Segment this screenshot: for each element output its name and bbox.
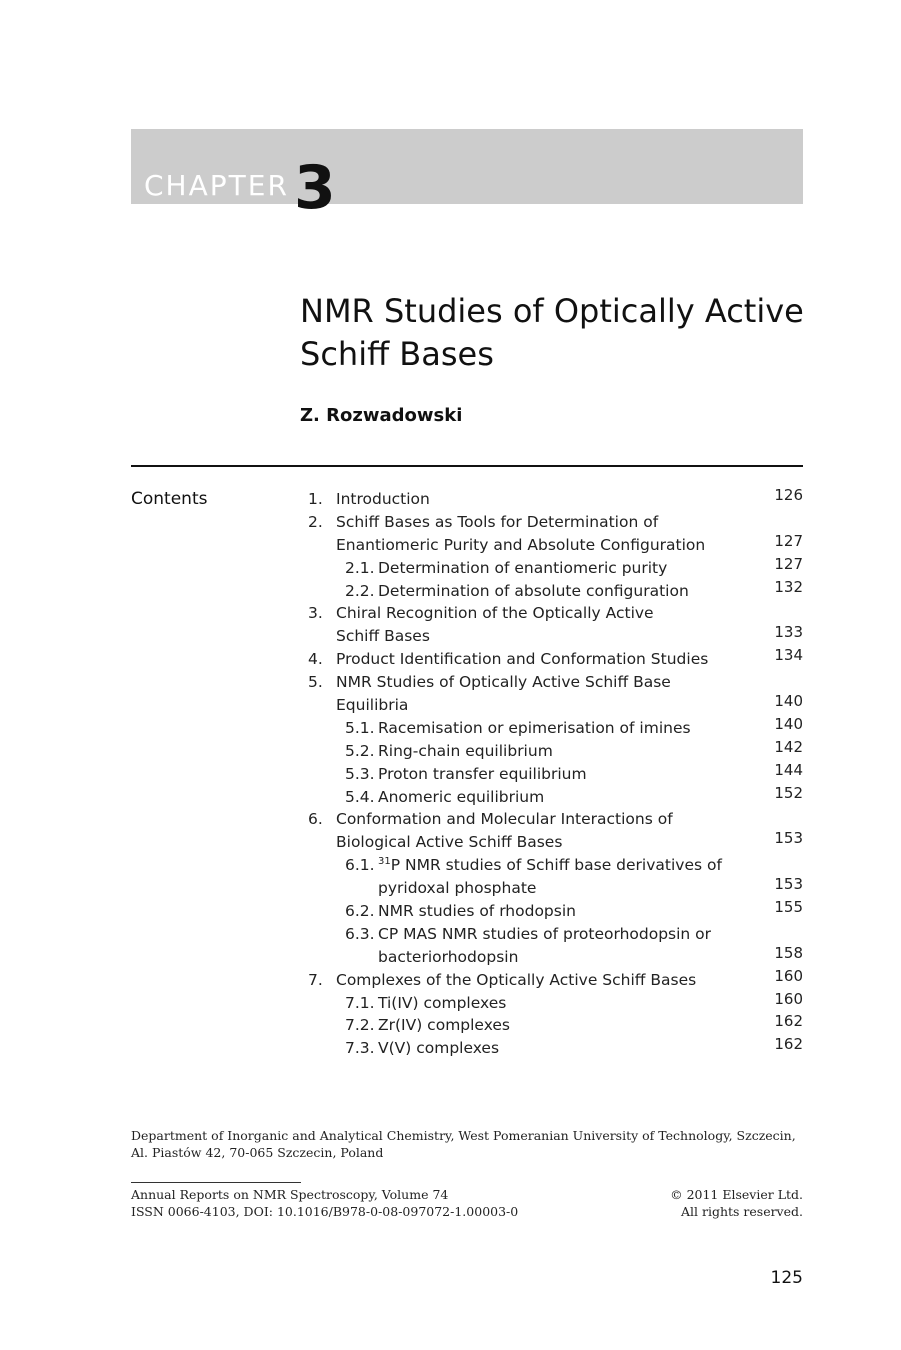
toc-entry-text: Conformation and Molecular Interactions of bbox=[336, 810, 673, 829]
toc-entry-number: 5.2. bbox=[345, 741, 375, 760]
toc-entry bbox=[300, 900, 803, 923]
toc-entry bbox=[300, 783, 803, 809]
toc-entry-superscript: 31 bbox=[378, 856, 391, 868]
toc-entry-title bbox=[336, 969, 696, 992]
toc-entry-text: Determination of absolute configuration bbox=[378, 581, 689, 600]
toc-entry-title bbox=[336, 534, 705, 557]
toc-entry-page: 153 bbox=[774, 829, 803, 848]
toc-entry-text: NMR studies of rhodopsin bbox=[378, 902, 576, 921]
toc-entry-page: 126 bbox=[774, 486, 803, 504]
toc-entry-title bbox=[336, 602, 654, 625]
toc-entry-number: 6. bbox=[308, 810, 323, 829]
chapter-title bbox=[300, 290, 810, 376]
toc-entry-text: Equilibria bbox=[336, 696, 409, 715]
toc-entry-title bbox=[336, 488, 430, 511]
toc-entry-title bbox=[336, 831, 562, 854]
chapter-title-line-1: NMR Studies of Optically Active bbox=[300, 292, 804, 330]
toc-entry bbox=[300, 694, 803, 717]
toc-entry-page: 160 bbox=[774, 966, 803, 985]
author-affiliation: Department of Inorganic and Analytical Chemistry, West Pomeranian University of Technology, Szczecin, Al. Piastów 42, 70-065 Szczecin, Poland bbox=[131, 1128, 796, 1160]
toc-entry-text: Ring-chain equilibrium bbox=[378, 741, 553, 760]
toc-entry-page: 160 bbox=[774, 989, 803, 1008]
chapter-number: 3 bbox=[294, 153, 336, 223]
toc-entry-title bbox=[378, 740, 553, 763]
toc-entry-page: 140 bbox=[774, 692, 803, 711]
toc-entry bbox=[300, 966, 803, 992]
toc-entry-title bbox=[378, 877, 536, 900]
toc-entry-page: 142 bbox=[774, 737, 803, 756]
toc-entry-number: 2.2. bbox=[345, 581, 375, 600]
toc-entry-text: Product Identification and Conformation Studies bbox=[336, 650, 709, 669]
toc-entry bbox=[300, 737, 803, 763]
toc-entry-page: 132 bbox=[774, 577, 803, 596]
toc-entry-text: Schiff Bases bbox=[336, 627, 430, 646]
toc-entry-text: Zr(IV) complexes bbox=[378, 1016, 511, 1035]
toc-entry bbox=[300, 808, 803, 831]
toc-entry-title bbox=[336, 648, 708, 671]
table-of-contents bbox=[300, 488, 803, 1060]
copyright-info bbox=[670, 1186, 803, 1220]
toc-entry-title bbox=[378, 580, 689, 603]
toc-entry bbox=[300, 831, 803, 854]
header-divider bbox=[131, 465, 803, 467]
toc-entry-title bbox=[378, 1014, 510, 1037]
toc-entry-number: 3. bbox=[308, 604, 323, 623]
toc-entry-title bbox=[336, 511, 658, 534]
toc-entry-number: 7. bbox=[308, 970, 323, 989]
toc-entry-title bbox=[378, 992, 506, 1015]
toc-entry bbox=[300, 943, 803, 969]
toc-entry-text: Biological Active Schiff Bases bbox=[336, 833, 563, 852]
toc-entry-page: 134 bbox=[774, 646, 803, 665]
toc-entry-title bbox=[378, 900, 576, 923]
toc-entry-title bbox=[336, 694, 408, 717]
toc-entry-page: 133 bbox=[774, 623, 803, 642]
toc-entry-number: 6.2. bbox=[345, 902, 375, 921]
toc-entry-title bbox=[378, 557, 667, 580]
toc-entry-text: NMR Studies of Optically Active Schiff Base bbox=[336, 673, 671, 692]
toc-entry-title bbox=[378, 854, 722, 877]
toc-entry-number: 2.1. bbox=[345, 558, 375, 577]
toc-entry bbox=[300, 989, 803, 1015]
issn-doi: ISSN 0066-4103, DOI: 10.1016/B978-0-08-097072-1.00003-0 bbox=[131, 1204, 519, 1219]
toc-entry-title bbox=[378, 786, 544, 809]
contents-heading: Contents bbox=[131, 489, 208, 509]
toc-entry-page: 152 bbox=[774, 783, 803, 802]
toc-entry bbox=[300, 923, 803, 946]
toc-entry-page: 155 bbox=[774, 898, 803, 917]
publication-info bbox=[131, 1186, 518, 1220]
toc-entry-text: Schiff Bases as Tools for Determination of bbox=[336, 512, 659, 531]
toc-entry-title bbox=[378, 923, 711, 946]
toc-entry-page: 144 bbox=[774, 760, 803, 779]
toc-entry-page: 158 bbox=[774, 943, 803, 962]
toc-entry-number: 5.4. bbox=[345, 787, 375, 806]
toc-entry-page: 127 bbox=[774, 554, 803, 573]
author-name: Z. Rozwadowski bbox=[300, 405, 463, 426]
toc-entry bbox=[300, 577, 803, 603]
toc-entry-text: Ti(IV) complexes bbox=[378, 993, 507, 1012]
toc-entry bbox=[300, 531, 803, 557]
toc-entry-title bbox=[378, 1037, 499, 1060]
toc-entry-number: 5.1. bbox=[345, 718, 375, 737]
toc-entry-title bbox=[336, 671, 671, 694]
toc-entry bbox=[300, 714, 803, 740]
toc-entry-text: Introduction bbox=[336, 490, 430, 508]
toc-entry-number: 5.3. bbox=[345, 764, 375, 783]
toc-entry-text: Anomeric equilibrium bbox=[378, 787, 545, 806]
toc-entry-text: Proton transfer equilibrium bbox=[378, 764, 587, 783]
chapter-label: CHAPTER bbox=[144, 169, 289, 202]
toc-entry bbox=[300, 602, 803, 625]
toc-entry-page: 153 bbox=[774, 875, 803, 894]
toc-entry-number: 4. bbox=[308, 650, 323, 669]
toc-entry bbox=[300, 648, 803, 671]
page-number: 125 bbox=[770, 1268, 803, 1288]
toc-entry bbox=[300, 854, 803, 877]
toc-entry-text: Racemisation or epimerisation of imines bbox=[378, 718, 691, 737]
toc-entry bbox=[300, 1037, 803, 1060]
toc-entry-text: pyridoxal phosphate bbox=[378, 879, 537, 898]
toc-entry-title bbox=[378, 763, 587, 786]
chapter-title-line-2: Schiff Bases bbox=[300, 335, 494, 373]
toc-entry-title bbox=[378, 946, 518, 969]
toc-entry-number: 5. bbox=[308, 673, 323, 692]
toc-entry-number: 6.1. bbox=[345, 856, 375, 875]
toc-entry bbox=[300, 1014, 803, 1037]
toc-entry bbox=[300, 625, 803, 648]
rights-notice: All rights reserved. bbox=[680, 1204, 803, 1219]
toc-entry-text: P NMR studies of Schiff base derivatives of bbox=[390, 856, 722, 875]
toc-entry bbox=[300, 760, 803, 786]
toc-entry-number: 1. bbox=[308, 490, 323, 508]
toc-entry-number: 7.2. bbox=[345, 1016, 375, 1035]
copyright-notice: © 2011 Elsevier Ltd. bbox=[670, 1187, 803, 1202]
toc-entry-number: 7.3. bbox=[345, 1039, 375, 1058]
toc-entry-text: Determination of enantiomeric purity bbox=[378, 558, 668, 577]
toc-entry-title bbox=[378, 717, 691, 740]
toc-entry-number: 6.3. bbox=[345, 924, 375, 943]
toc-entry-text: Enantiomeric Purity and Absolute Configuration bbox=[336, 535, 706, 554]
toc-entry-number: 2. bbox=[308, 512, 323, 531]
toc-entry-page: 127 bbox=[774, 531, 803, 550]
toc-entry-text: CP MAS NMR studies of proteorhodopsin or bbox=[378, 924, 712, 943]
toc-entry bbox=[300, 554, 803, 580]
toc-entry bbox=[300, 877, 803, 900]
journal-volume: Annual Reports on NMR Spectroscopy, Volume 74 bbox=[131, 1187, 449, 1202]
toc-entry-text: V(V) complexes bbox=[378, 1039, 500, 1058]
toc-entry-title bbox=[336, 625, 430, 648]
toc-entry bbox=[300, 511, 803, 534]
toc-entry-text: Complexes of the Optically Active Schiff Bases bbox=[336, 970, 697, 989]
toc-entry-title bbox=[336, 808, 673, 831]
toc-entry bbox=[300, 671, 803, 694]
toc-entry-page: 162 bbox=[774, 1035, 803, 1054]
toc-entry-text: Chiral Recognition of the Optically Active bbox=[336, 604, 654, 623]
toc-entry-number: 7.1. bbox=[345, 993, 375, 1012]
toc-entry-page: 140 bbox=[774, 714, 803, 733]
footnote-divider bbox=[131, 1182, 301, 1183]
toc-entry-text: bacteriorhodopsin bbox=[378, 947, 519, 966]
toc-entry-page: 162 bbox=[774, 1012, 803, 1031]
toc-entry bbox=[300, 488, 803, 511]
